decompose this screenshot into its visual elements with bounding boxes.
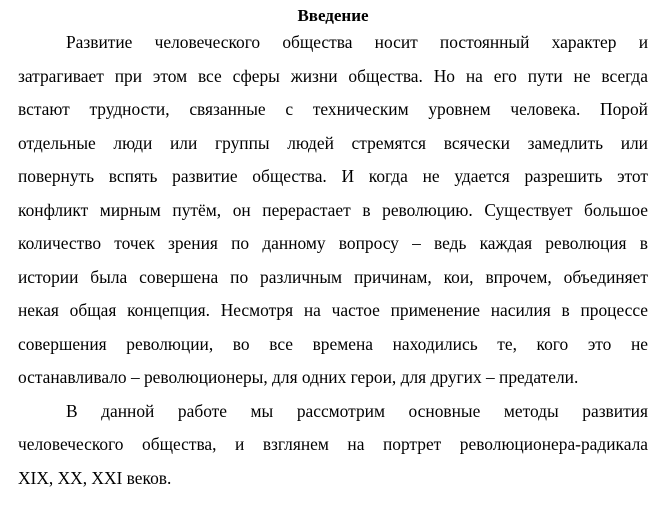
document-page	[18, 0, 648, 495]
paragraph-line: повернуть вспять развитие общества. И когда не удается разрешить этот	[18, 166, 648, 186]
paragraph-line: XIX, XX, XXI веков.	[18, 467, 172, 488]
section-heading: Введение	[297, 6, 369, 25]
paragraph-line: останавливало – революционеры, для одних герои, для других – предатели.	[18, 367, 579, 387]
paragraph-line: человеческого общества, и взглянем на портрет революционера-радикала	[18, 434, 648, 454]
paragraph-intro	[18, 26, 648, 395]
paragraph-goal	[18, 395, 648, 496]
paragraph-line: истории была совершена по различным причинам, кои, впрочем, объединяет	[18, 266, 648, 287]
paragraph-line: количество точек зрения по данному вопросу – ведь каждая революция в	[18, 233, 648, 253]
paragraph-line: В данной работе мы рассмотрим основные методы развития	[66, 400, 648, 421]
paragraph-line: конфликт мирным путём, он перерастает в революцию. Существует большое	[18, 199, 648, 220]
paragraph-line: Развитие человеческого общества носит постоянный характер и	[66, 32, 648, 52]
paragraph-line: затрагивает при этом все сферы жизни общества. Но на его пути не всегда	[18, 65, 648, 86]
paragraph-line: отдельные люди или группы людей стремятся всячески замедлить или	[18, 132, 648, 153]
paragraph-line: некая общая концепция. Несмотря на частое применение насилия в процессе	[18, 300, 648, 320]
paragraph-line: совершения революции, во все времена находились те, кого это не	[18, 333, 648, 354]
paragraph-line: встают трудности, связанные с техническим уровнем человека. Порой	[18, 99, 648, 119]
